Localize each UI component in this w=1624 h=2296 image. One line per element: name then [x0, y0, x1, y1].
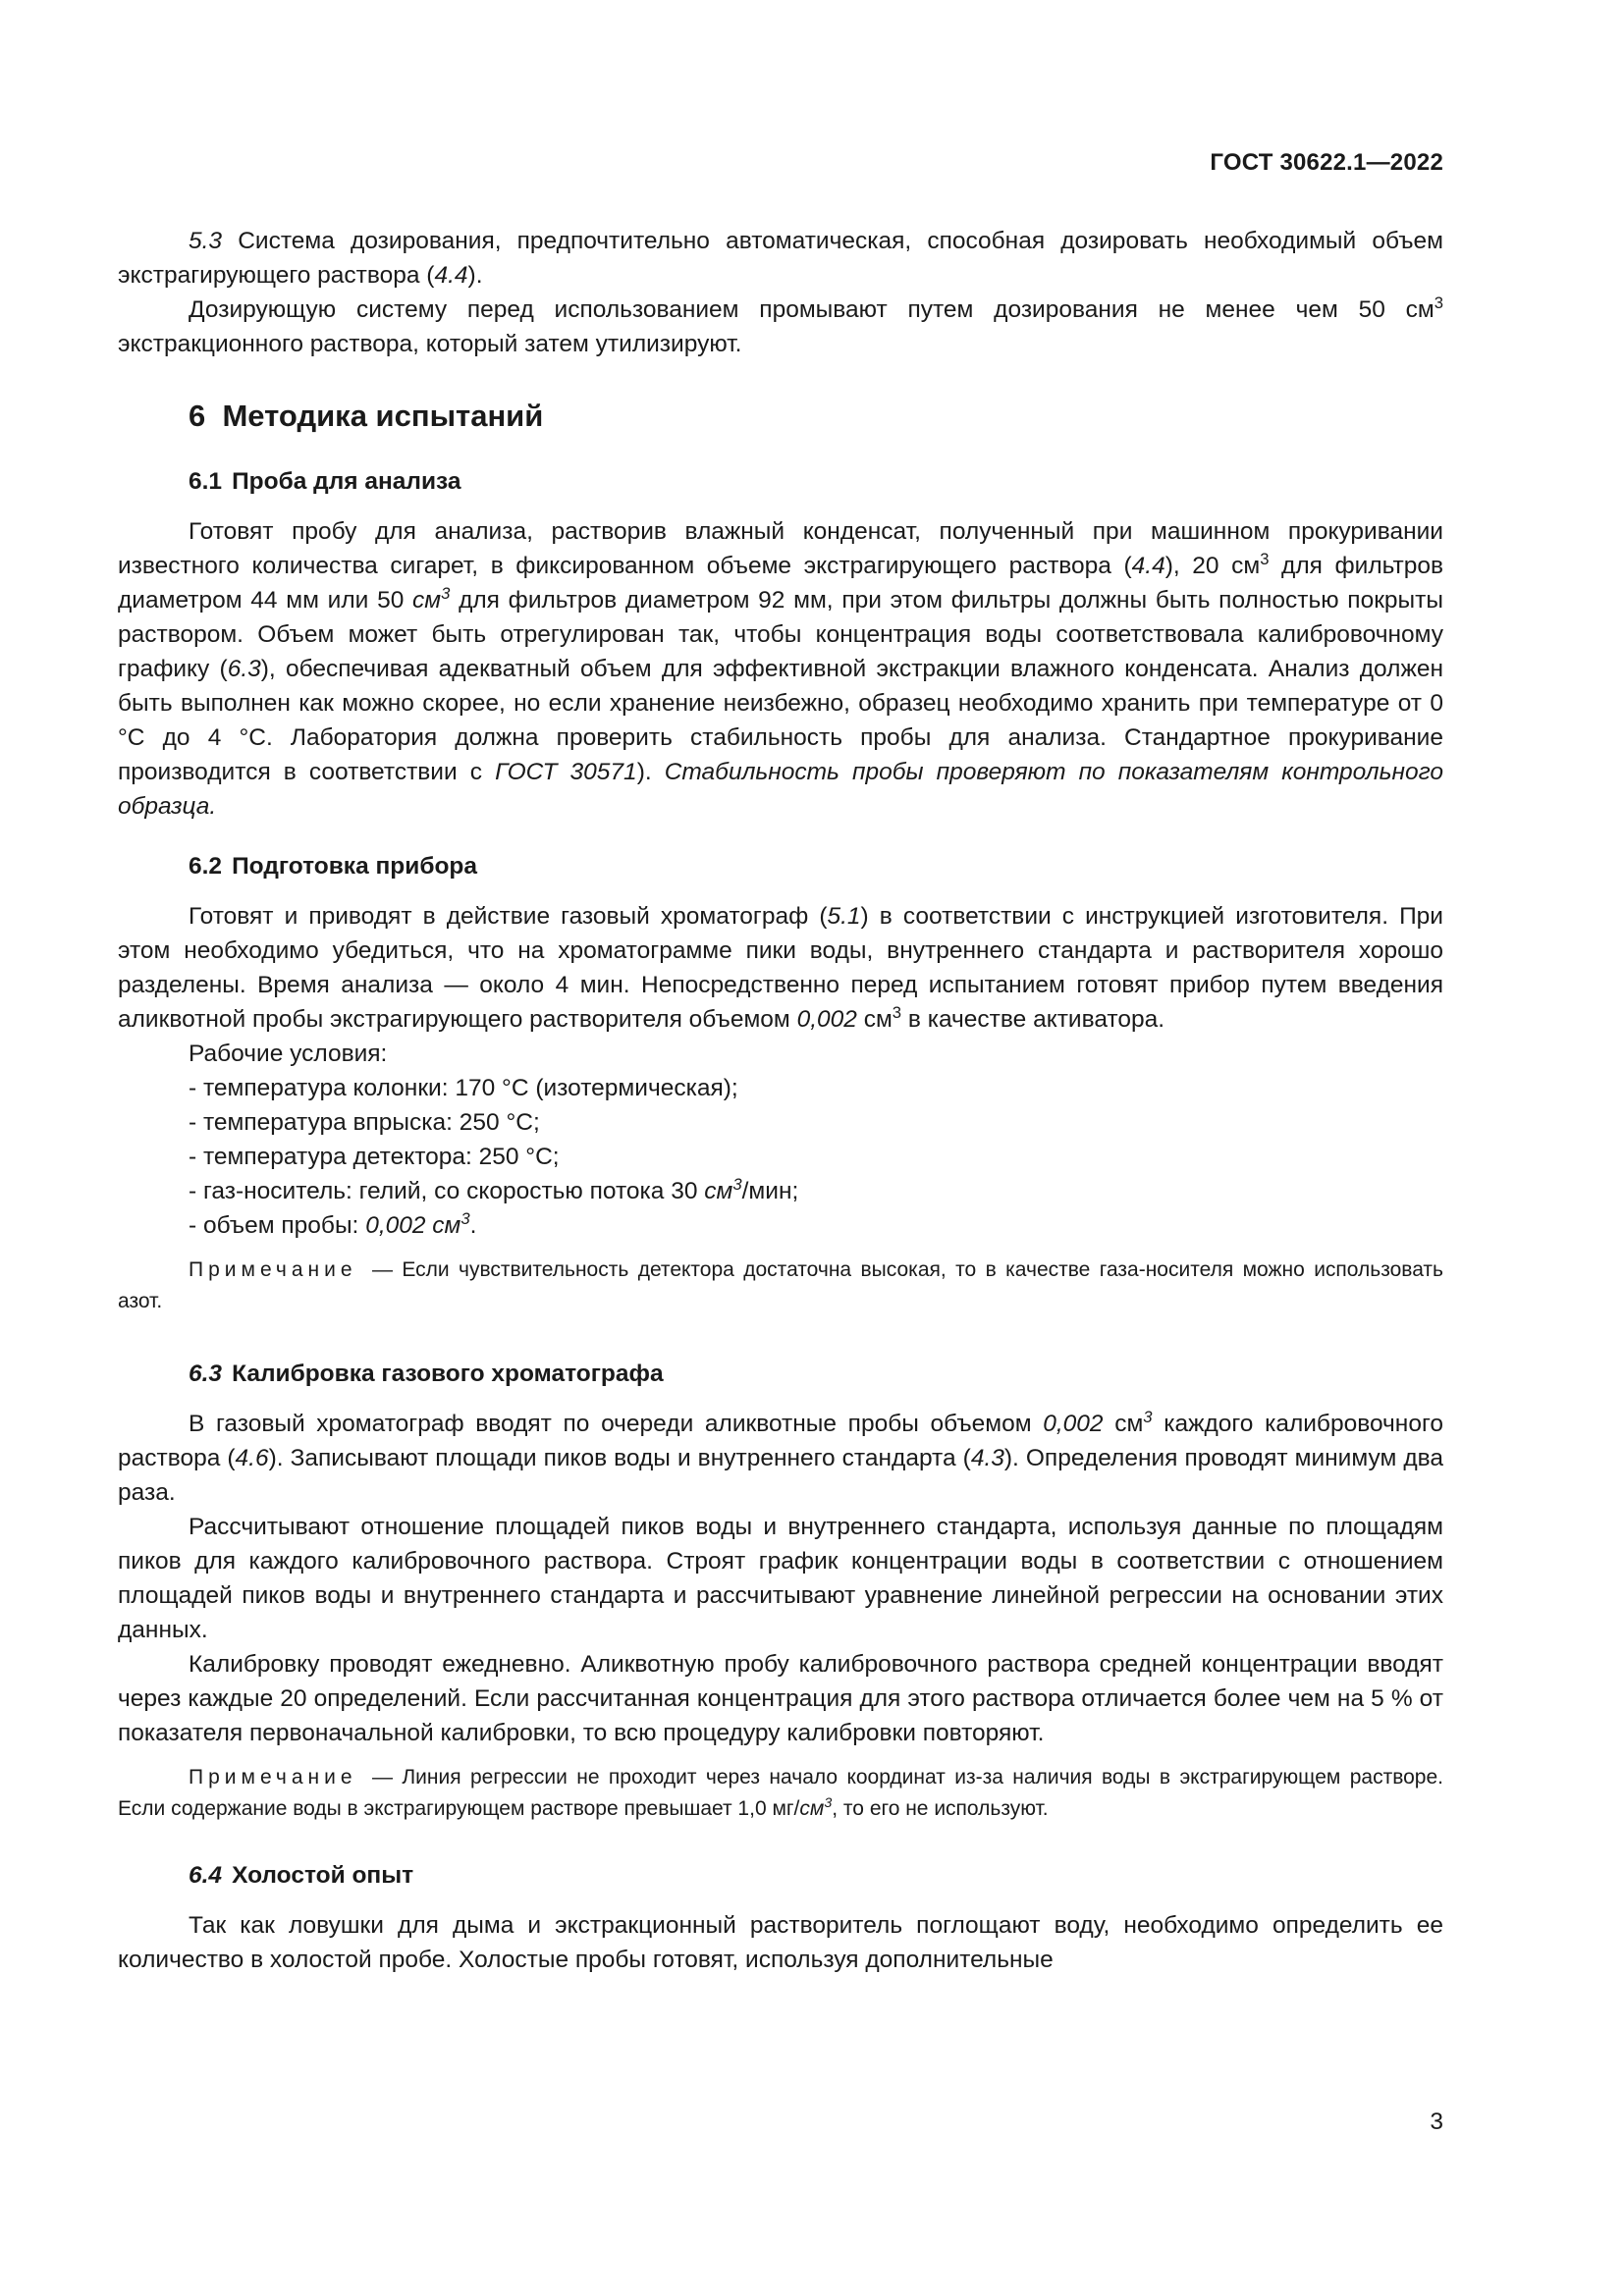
- paragraph-dosing-rinse: Дозирующую систему перед использованием промывают путем дозирования не менее чем 50 $см^3$ экстракционного раствора, который затем утилизируют.: [118, 293, 1443, 357]
- clause-ref: 4.4: [434, 262, 468, 289]
- conditions-label: Рабочие условия:: [189, 1041, 388, 1067]
- paragraph-6-3-b: Рассчитывают отношение площадей пиков воды и внутреннего стандарта, используя данные по площадям пиков для каждого калибровочного раствора. Строят график концентрации воды в соответствии с отношением площадей пиков воды и внутреннего стандарта и рассчитывают уравнение линейной регрессии на основании этих данных.: [118, 1514, 1443, 1643]
- list-item: - объем пробы: 0,002 $см^3$.: [189, 1208, 477, 1239]
- note-6-2: Примечание — Если чувствительность детектора достаточна высокая, то в качестве газа-носителя можно использовать азот.: [118, 1258, 1443, 1312]
- list-item: - температура колонки: 170 °С (изотермическая);: [189, 1075, 738, 1101]
- paragraph-6-4: Так как ловушки для дыма и экстракционный растворитель поглощают воду, необходимо определить ее количество в холостой пробе. Холостые пробы готовят, используя дополнительные: [118, 1912, 1443, 1973]
- document-body: [118, 224, 1443, 1977]
- subsection-heading-6-4: 6.4 Холостой опыт: [189, 1862, 414, 1889]
- paragraph-5-3: 5.3 Система дозирования, предпочтительно автоматическая, способная дозировать необходимый объем экстрагирующего раствора (4.4).: [118, 228, 1443, 289]
- paragraph-6-3-c: Калибровку проводят ежедневно. Аликвотную пробу калибровочного раствора средней концентрации вводят через каждые 20 определений. Если рассчитанная концентрация для этого раствора отличается более чем на 5 % от показателя первоначальной калибровки, то всю процедуру калибровки повторяют.: [118, 1651, 1443, 1746]
- subsection-heading-6-3: 6.3 Калибровка газового хроматографа: [189, 1361, 664, 1387]
- page-number: 3: [1430, 2109, 1443, 2135]
- subsection-heading-6-2: 6.2 Подготовка прибора: [189, 853, 478, 880]
- paragraph-6-1: Готовят пробу для анализа, растворив влажный конденсат, полученный при машинном прокуривании известного количества сигарет, в фиксированном объеме экстрагирующего раствора (4.4), 20 $см^3$ для фильтров диаметром 44 мм или 50 $см^3$ для фильтров диаметром 92 мм, при этом фильтры должны быть полностью покрыты раствором. Объем может быть отрегулирован так, чтобы концентрация воды соответствовала калибровочному графику (6.3), обеспечивая адекватный объем для эффективной экстракции влажного конденсата. Анализ должен быть выполнен как можно скорее, но если хранение неизбежно, образец необходимо хранить при температуре от 0 °С до 4 °С. Лаборатория должна проверить стабильность пробы для анализа. Стандартное прокуривание производится в соответствии с ГОСТ 30571). Стабильность пробы проверяют по показателям контрольного образца.: [118, 518, 1443, 820]
- clause-ref: 5.3: [189, 228, 223, 254]
- paragraph-6-2: Готовят и приводят в действие газовый хроматограф (5.1) в соответствии с инструкцией изготовителя. При этом необходимо убедиться, что на хроматограмме пики воды, внутреннего стандарта и растворителя хорошо разделены. Время анализа — около 4 мин. Непосредственно перед испытанием готовят прибор путем введения аликвотной пробы экстрагирующего растворителя объемом 0,002 $см^3$ в качестве активатора.: [118, 903, 1443, 1033]
- list-item: - температура детектора: 250 °С;: [189, 1144, 560, 1170]
- list-item: - газ-носитель: гелий, со скоростью потока 30 $см^3$/мин;: [189, 1174, 799, 1204]
- section-heading-6: 6 Методика испытаний: [189, 399, 544, 433]
- list-item: - температура впрыска: 250 °С;: [189, 1109, 540, 1136]
- subsection-heading-6-1: 6.1 Проба для анализа: [189, 468, 461, 495]
- note-6-3: Примечание — Линия регрессии не проходит через начало координат из-за наличия воды в экстрагирующем растворе. Если содержание воды в экстрагирующем растворе превышает 1,0 $мг/см^3$, то его не используют.: [118, 1766, 1443, 1820]
- conditions-list: [118, 1071, 1443, 1243]
- paragraph-6-3-a: В газовый хроматограф вводят по очереди аликвотные пробы объемом 0,002 $см^3$ каждого калибровочного раствора (4.6). Записывают площади пиков воды и внутреннего стандарта (4.3). Определения проводят минимум два раза.: [118, 1407, 1443, 1506]
- document-header: ГОСТ 30622.1—2022: [1210, 149, 1443, 176]
